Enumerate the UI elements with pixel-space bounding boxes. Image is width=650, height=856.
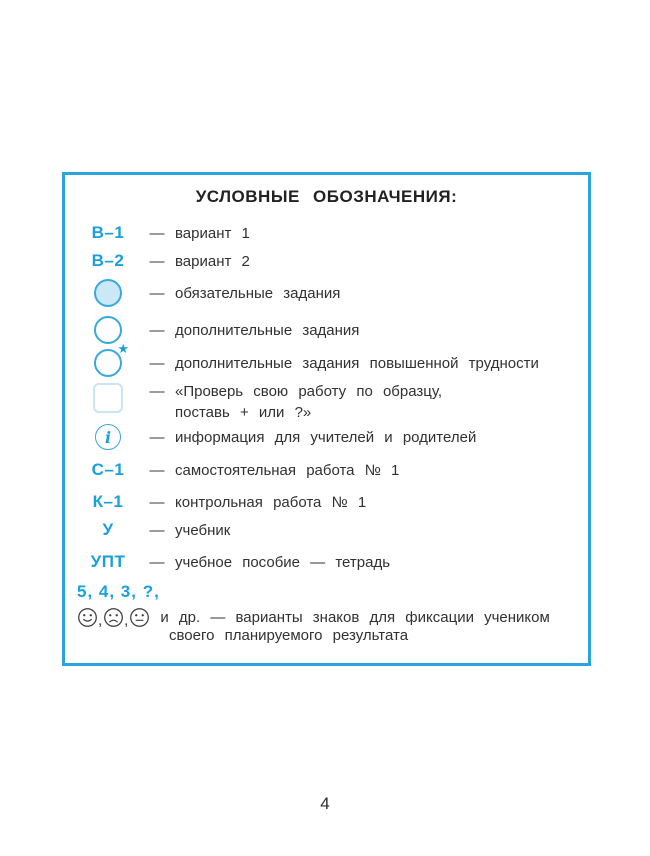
smiley-separator: ,: [124, 611, 129, 629]
empty-circle-icon: [94, 316, 122, 344]
dash: —: [149, 521, 165, 539]
legend-text: дополнительные задания повышенной трудности: [175, 354, 539, 372]
legend-text: информация для учителей и родителей: [175, 428, 477, 446]
sad-face-icon: [103, 607, 124, 628]
dash: —: [149, 252, 165, 270]
legend-text: учебное пособие — тетрадь: [175, 553, 391, 571]
legend-row-independent-work: [77, 458, 582, 482]
neutral-face-icon: [129, 607, 150, 628]
info-icon: [95, 424, 121, 450]
legend-text: учебник: [175, 521, 231, 539]
symbol-k1: К–1: [92, 492, 124, 511]
legend-text: вариант 2: [175, 252, 250, 270]
dash: —: [149, 354, 165, 372]
symbol-u: У: [102, 520, 114, 539]
star-circle-icon: [94, 341, 129, 377]
legend-row-textbook: [77, 518, 582, 542]
marks-label: 5, 4, 3, ?,: [77, 582, 160, 601]
legend-text: контрольная работа № 1: [175, 493, 367, 511]
legend-text-line1: «Проверь свою работу по образцу,: [175, 383, 443, 400]
legend-row-mandatory-tasks: [77, 278, 582, 308]
footer-text-line2: своего планируемого результата: [169, 627, 409, 644]
legend-row-variant-1: [77, 221, 582, 245]
dash: —: [149, 553, 165, 571]
legend-row-workbook: [77, 550, 582, 574]
dash: —: [149, 321, 165, 339]
symbol-v1: В–1: [91, 223, 125, 242]
check-square-icon: [93, 383, 123, 413]
legend-text: самостоятельная работа № 1: [175, 461, 400, 479]
dash: —: [149, 383, 165, 400]
legend-text: дополнительные задания: [175, 321, 360, 339]
dash: —: [149, 461, 165, 479]
legend-row-variant-2: [77, 249, 582, 273]
legend-text: вариант 1: [175, 224, 250, 242]
symbol-upt: УПТ: [90, 552, 126, 571]
legend-row-advanced-tasks: [77, 341, 582, 378]
page-number: 4: [320, 794, 330, 813]
legend-row-info: [77, 423, 582, 451]
smiley-separator: ,: [98, 611, 103, 629]
symbol-s1: С–1: [91, 460, 125, 479]
legend-row-check-your-work: [77, 381, 582, 423]
legend-text-line2: поставь + или ?»: [175, 404, 312, 421]
dash: —: [149, 428, 165, 446]
dash: —: [149, 224, 165, 242]
legend-row-additional-tasks: [77, 315, 582, 345]
footer-text-line1: и др. — варианты знаков для фиксации учеником: [160, 608, 550, 626]
info-glyph: i: [104, 427, 112, 447]
legend-box: [62, 172, 591, 666]
legend-row-control-work: [77, 490, 582, 514]
dash: —: [149, 284, 165, 302]
dash: —: [149, 493, 165, 511]
star-icon: ★: [117, 341, 129, 356]
legend-text: обязательные задания: [175, 284, 341, 302]
footer-smiley-line: [77, 606, 582, 628]
happy-face-icon: [77, 607, 98, 628]
footer-marks-line: [77, 582, 582, 604]
legend-title: УСЛОВНЫЕ ОБОЗНАЧЕНИЯ:: [195, 187, 458, 206]
filled-circle-icon: [94, 279, 122, 307]
symbol-v2: В–2: [91, 251, 125, 270]
